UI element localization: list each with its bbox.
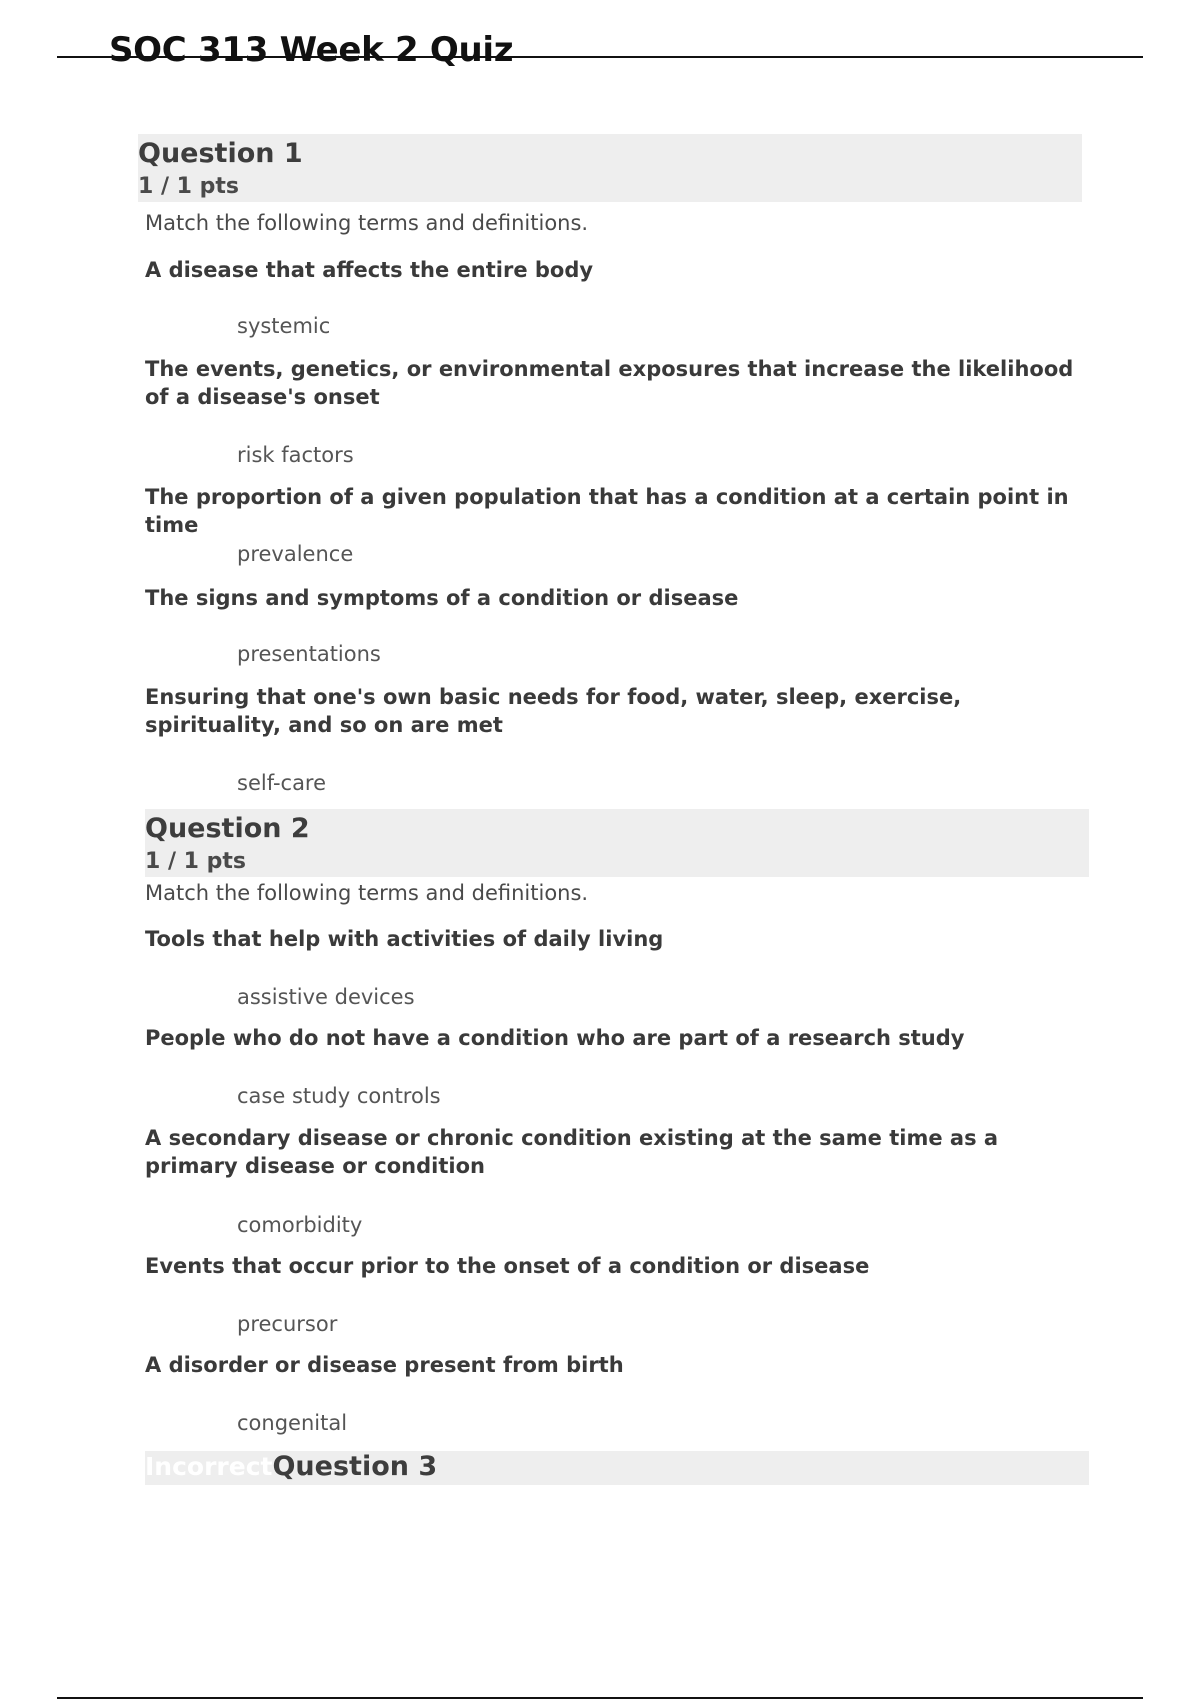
question-2-answer-4: precursor — [237, 1312, 338, 1336]
page-header — [57, 30, 1143, 70]
question-2-definition-4: Events that occur prior to the onset of a condition or disease — [145, 1254, 870, 1278]
question-1-definition-3: The proportion of a given population that has a condition at a certain point in time — [145, 485, 1069, 537]
question-1-definition-4: The signs and symptoms of a condition or disease — [145, 586, 739, 610]
question-3-title-line — [145, 1451, 437, 1483]
question-3-status: Incorrect — [145, 1452, 273, 1481]
question-1-prompt: Match the following terms and definitions. — [145, 211, 589, 235]
question-1-definition-2: The events, genetics, or environmental exposures that increase the likelihood of a disease's onset — [145, 357, 1074, 409]
question-1-header — [138, 134, 1082, 202]
question-3-header — [145, 1451, 1089, 1485]
question-1-answer-4: presentations — [237, 642, 381, 666]
question-1-answer-5: self-care — [237, 771, 327, 795]
question-2-points: 1 / 1 pts — [145, 849, 246, 874]
question-2-definition-1: Tools that help with activities of daily living — [145, 927, 664, 951]
question-1-title: Question 1 — [138, 138, 303, 169]
question-2-definition-3: A secondary disease or chronic condition existing at the same time as a primary disease or condition — [145, 1126, 999, 1178]
question-2-title: Question 2 — [145, 813, 310, 844]
question-2-answer-5: congenital — [237, 1411, 348, 1435]
page-title: SOC 313 Week 2 Quiz — [109, 30, 514, 70]
question-2-answer-1: assistive devices — [237, 985, 415, 1009]
question-2-answer-2: case study controls — [237, 1084, 441, 1108]
bottom-rule — [57, 1697, 1143, 1699]
question-2-definition-5: A disorder or disease present from birth — [145, 1353, 624, 1377]
question-2-prompt: Match the following terms and definitions. — [145, 881, 589, 905]
question-1-points: 1 / 1 pts — [138, 174, 239, 199]
question-2-answer-3: comorbidity — [237, 1213, 363, 1237]
question-2-header — [145, 809, 1089, 877]
question-1-answer-2: risk factors — [237, 443, 354, 467]
question-1-answer-3: prevalence — [237, 542, 354, 566]
question-3-title: Question 3 — [272, 1451, 438, 1482]
question-1-definition-5: Ensuring that one's own basic needs for food, water, sleep, exercise, spirituality, and so on are met — [145, 685, 962, 737]
question-1-answer-1: systemic — [237, 314, 331, 338]
question-2-definition-2: People who do not have a condition who are part of a research study — [145, 1026, 965, 1050]
question-1-definition-1: A disease that affects the entire body — [145, 258, 594, 282]
